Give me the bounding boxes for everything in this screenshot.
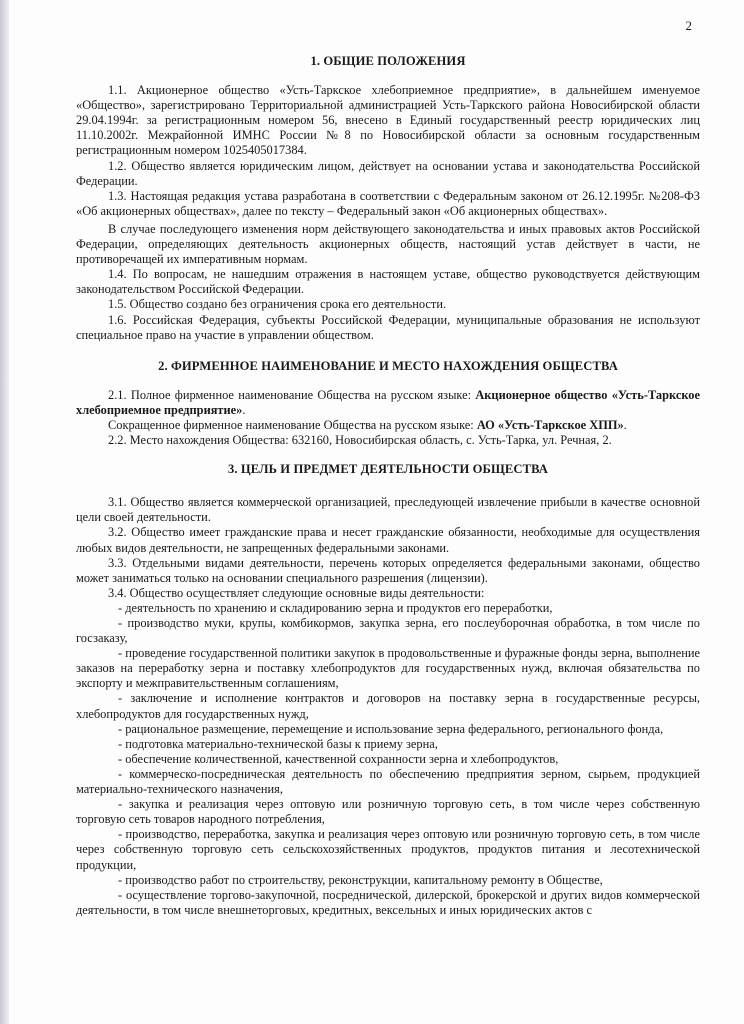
- full-company-name: Акционерное общество «Усть-Таркское хлебоприемное предприятие»: [76, 387, 700, 417]
- paragraph-1-1: 1.1. Акционерное общество «Усть-Таркское хлебоприемное предприятие», в дальнейшем именуемое «Общество», зарегистрировано Территориальной администрацией Усть-Таркского района Новосибирской области 29.04.1994г. за регистрационным номером 56, внесено в Единый государственный реестр юридических лиц 11.10.2002г. Межрайонной ИМНС России №8 по Новосибирской области за основным государственным регистрационным номером 1025405017384.: [76, 83, 700, 158]
- section-2-title: 2. ФИРМЕННОЕ НАИМЕНОВАНИЕ И МЕСТО НАХОЖДЕНИЯ ОБЩЕСТВА: [158, 358, 618, 373]
- paragraph-2-2: 2.2. Место нахождения Общества: 632160, Новосибирская область, с. Усть-Тарка, ул. Речная, 2.: [108, 433, 612, 448]
- activity-list-item: - обеспечение количественной, качественной сохранности зерна и хлебопродуктов,: [118, 751, 559, 766]
- activity-list-item: - производство работ по строительству, реконструкции, капитальному ремонту в Обществе,: [118, 872, 603, 887]
- activity-list-item: - рациональное размещение, перемещение и использование зерна федерального, регионального фонда,: [118, 721, 664, 736]
- paragraph-2-1: [76, 388, 700, 418]
- scan-edge: [0, 0, 9, 1024]
- paragraph-2-1-short: [76, 418, 700, 433]
- paragraph-3-1: 3.1. Общество является коммерческой организацией, преследующей извлечение прибыли в качестве основной цели своей деятельности.: [76, 495, 700, 525]
- page-number: 2: [685, 18, 692, 33]
- paragraph-3-4: 3.4. Общество осуществляет следующие основные виды деятельности:: [108, 585, 485, 600]
- paragraph-3-3: 3.3. Отдельными видами деятельности, перечень которых определяется федеральными законами, общество может заниматься только на основании специального разрешения (лицензии).: [76, 555, 700, 585]
- paragraph-1-5: 1.5. Общество создано без ограничения срока его деятельности.: [108, 297, 447, 312]
- paragraph-2-1-text: 2.1. Полное фирменное наименование Общества на русском языке:: [108, 387, 476, 402]
- activity-list-item: - производство, переработка, закупка и реализация через оптовую или розничную торговую сеть, в том числе через собственную торговую сеть сельскохозяйственных продуктов, продуктов питания и лесотехнической продукции,: [76, 827, 700, 872]
- activity-list-item: - проведение государственной политики закупок в продовольственные и фуражные фонды зерна, выполнение заказов на переработку зерна и поставку хлебопродуктов для государственных нужд, включая обязательства по экспорту и межправительственным соглашениям,: [76, 646, 700, 691]
- paragraph-1-3: 1.3. Настоящая редакция устава разработана в соответствии с Федеральным законом от 26.12.1995г. №208-ФЗ «Об акционерных обществах», далее по тексту – Федеральный закон «Об акционерных обществах».: [76, 188, 700, 218]
- section-3-title: 3. ЦЕЛЬ И ПРЕДМЕТ ДЕЯТЕЛЬНОСТИ ОБЩЕСТВА: [228, 462, 548, 477]
- section-1-title: 1. ОБЩИЕ ПОЛОЖЕНИЯ: [310, 54, 466, 68]
- paragraph-2-1-short-text: Сокращенное фирменное наименование Общества на русском языке:: [108, 417, 477, 432]
- document-body: [76, 48, 700, 918]
- activity-list-item: - деятельность по хранению и складированию зерна и продуктов его переработки,: [118, 600, 553, 615]
- paragraph-2-1-short-end: .: [623, 417, 627, 432]
- activity-list-item: - закупка и реализация через оптовую или розничную торговую сеть, в том числе через собственную торговую сеть товаров народного потребления,: [76, 797, 700, 827]
- short-company-name: АО «Усть-Таркское ХПП»: [476, 417, 624, 432]
- paragraph-3-2: 3.2. Общество имеет гражданские права и несет гражданские обязанности, необходимые для осуществления любых видов деятельности, не запрещенных федеральными законами.: [76, 525, 700, 555]
- activity-list-item: - производство муки, крупы, комбикормов, закупка зерна, его послеуборочная обработка, в том числе по госзаказу,: [76, 616, 700, 646]
- activity-list-item: - заключение и исполнение контрактов и договоров на поставку зерна в государственные ресурсы, хлебопродуктов для государственных нужд,: [76, 691, 700, 721]
- activity-list-item: - осуществление торгово-закупочной, посреднической, дилерской, брокерской и других видов коммерческой деятельности, в том числе внешнеторговых, кредитных, вексельных и иных юридических актов с: [76, 887, 700, 917]
- activity-list-item: - подготовка материально-технической базы к приему зерна,: [118, 736, 438, 751]
- paragraph-1-3-note: В случае последующего изменения норм действующего законодательства и иных правовых актов Российской Федерации, определяющих деятельность акционерных обществ, настоящий устав действует в части, не противоречащей их императивным нормам.: [76, 221, 700, 267]
- paragraph-1-4: 1.4. По вопросам, не нашедшим отражения в настоящем уставе, общество руководствуется действующим законодательством Российской Федерации.: [76, 267, 700, 297]
- paragraph-1-2: 1.2. Общество является юридическим лицом, действует на основании устава и законодательства Российской Федерации.: [76, 158, 700, 188]
- activity-list-item: - коммерческо-посредническая деятельность по обеспечению предприятия зерном, сырьем, продукцией материально-технического назначения,: [76, 766, 700, 797]
- paragraph-1-6: 1.6. Российская Федерация, субъекты Российской Федерации, муниципальные образования не используют специальное право на участие в управлении обществом.: [76, 312, 700, 342]
- paragraph-2-1-end: .: [242, 402, 246, 417]
